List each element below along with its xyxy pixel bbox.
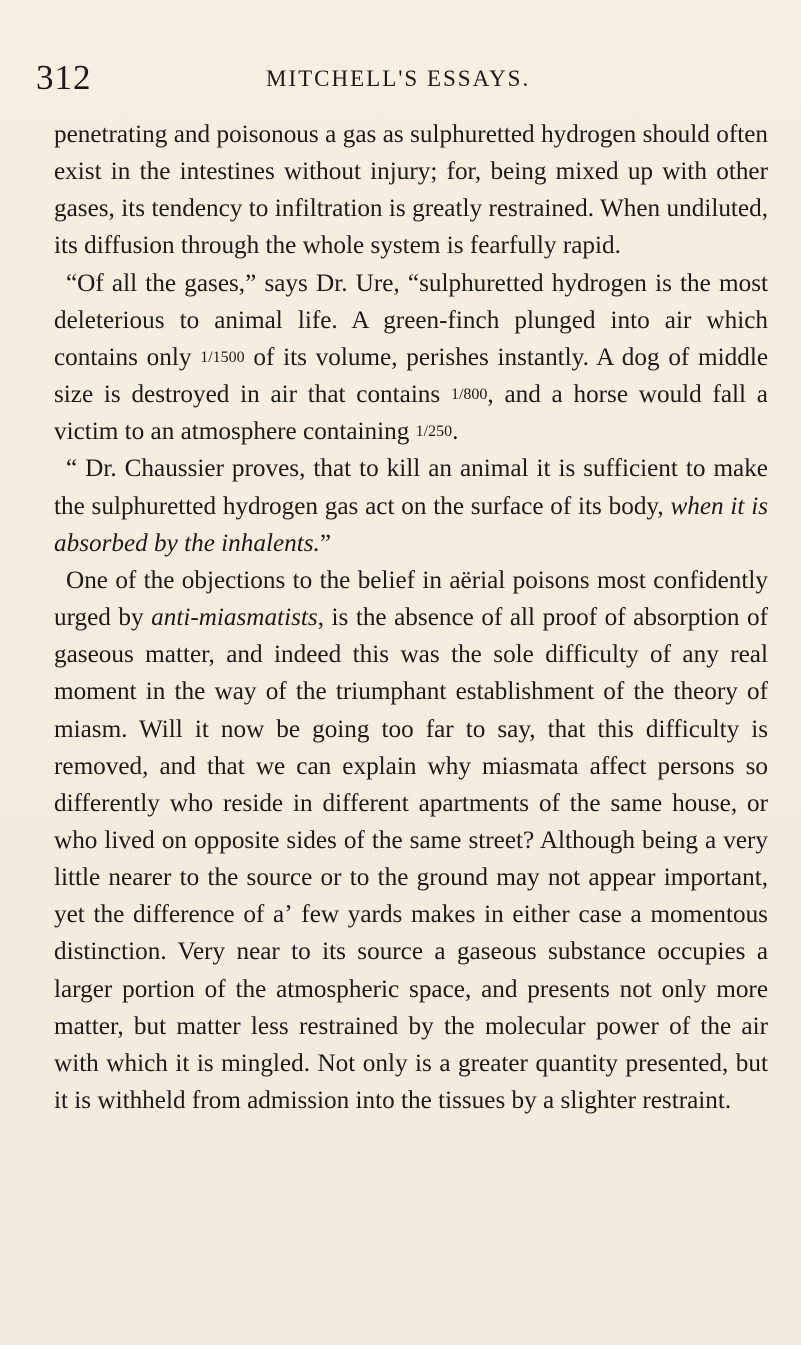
- paragraph-4-part-2: , is the absence of all proof of absorption of gaseous matter, and indeed this was the sole difficulty of any real moment in the way of the triumphant establishment of the theory of miasm. Will it now be going too far to say, that this difficulty is removed, and that we can explain why miasmata affect persons so differently who reside in different apartments of the same house, or who lived on opposite sides of the same street? Although being a very little nearer to the source or to the ground may not appear important, yet the difference of aʼ few yards makes in either case a momentous distinction. Very near to its source a gaseous substance occupies a larger portion of the atmospheric space, and presents not only more matter, but matter less restrained by the molecular power of the air with which it is mingled. Not only is a greater quantity presented, but it is withheld from admission into the tissues by a slighter restraint.: [54, 604, 768, 1115]
- anti-miasmatists-emphasis: anti-miasmatists: [151, 604, 318, 632]
- chaussier-quote-part-2: ”: [319, 529, 332, 557]
- page-number: 312: [36, 58, 92, 97]
- ure-quote-part-2: of its volume, perishes instantly. A dog of middle size is destroyed in air that contains: [54, 343, 769, 409]
- paragraph-3: [54, 450, 768, 561]
- running-title: MITCHELL'S ESSAYS.: [266, 66, 531, 91]
- ure-quote-part-1: “Of all the gases,” says Dr. Ure, “sulphuretted hydrogen is the most deleterious to animal life. A green-finch plunged into air which contains only: [54, 269, 768, 371]
- paragraph-1-text: penetrating and poisonous a gas as sulphuretted hydrogen should often exist in the intestines without injury; for, being mixed up with other gases, its tendency to infiltration is greatly restrained. When undiluted, its diffusion through the whole system is fearfully rapid.: [54, 121, 768, 260]
- fraction-greenfinch: 1/1500: [200, 348, 245, 366]
- paragraph-2: [54, 265, 768, 451]
- body-text: [54, 116, 768, 1119]
- chaussier-quote-emphasis: when it is absorbed by the inhalents.: [54, 492, 769, 557]
- fraction-dog: 1/800: [450, 386, 488, 404]
- paragraph-4: [54, 562, 768, 1119]
- fraction-horse: 1/250: [415, 423, 453, 441]
- chaussier-quote-part-1: “ Dr. Chaussier proves, that to kill an animal it is sufficient to make the sulphuretted hydrogen gas act on the surface of its body,: [54, 455, 768, 520]
- paragraph-1: [54, 116, 768, 265]
- ure-quote-part-3: , and a horse would fall a victim to an atmosphere containing: [54, 381, 768, 446]
- running-head: [36, 58, 765, 98]
- ure-quote-part-4: .: [452, 418, 459, 446]
- paragraph-4-part-1: One of the objections to the belief in aërial poisons most confidently urged by: [54, 566, 768, 632]
